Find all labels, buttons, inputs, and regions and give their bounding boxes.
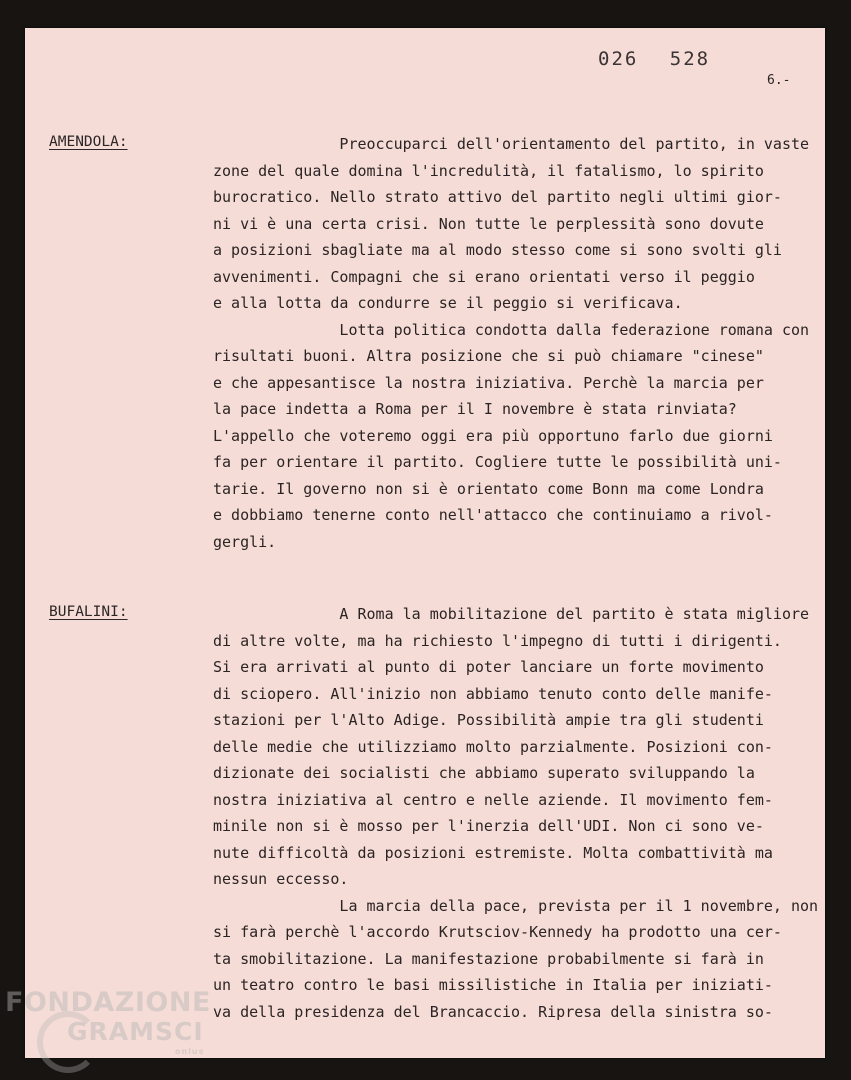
text-line: di sciopero. All'inizio non abbiamo tenuto conto delle manife-: [213, 684, 773, 703]
text-line: ni vi è una certa crisi. Non tutte le perplessità sono dovute: [213, 214, 764, 233]
fondazione-gramsci-watermark: [5, 985, 215, 1077]
text-line: gergli.: [213, 532, 277, 551]
speech-block-amendola: [213, 131, 813, 555]
text-line: La marcia della pace, prevista per il 1 novembre, non: [213, 896, 819, 915]
text-line: minile non si è mosso per l'inerzia dell'UDI. Non ci sono ve-: [213, 817, 764, 835]
text-line: burocratico. Nello strato attivo del partito negli ultimi gior-: [213, 188, 782, 206]
text-line: A Roma la mobilitazione del partito è stata migliore: [213, 605, 810, 623]
text-line: e che appesantisce la nostra iniziativa. Perchè la marcia per: [213, 373, 764, 392]
text-line: la pace indetta a Roma per il I novembre è stata rinviata?: [213, 400, 737, 418]
watermark-line-3: onlus: [175, 1047, 205, 1056]
text-line: dizionate dei socialisti che abbiamo superato sviluppando la: [213, 764, 755, 782]
text-line: va della presidenza del Brancaccio. Ripresa della sinistra so-: [213, 1002, 773, 1021]
text-line: e dobbiamo tenerne conto nell'attacco che continuiamo a rivol-: [213, 506, 773, 524]
text-line: nute difficoltà da posizioni estremiste. Molta combattività ma: [213, 843, 773, 862]
text-line: a posizioni sbagliate ma al modo stesso come si sono svolti gli: [213, 241, 782, 259]
text-line: fa per orientare il partito. Cogliere tutte le possibilità uni-: [213, 453, 782, 471]
text-line: tarie. Il governo non si è orientato come Bonn ma come Londra: [213, 479, 764, 498]
speaker-label-amendola: AMENDOLA:: [49, 134, 128, 150]
text-line: avvenimenti. Compagni che si erano orientati verso il peggio: [213, 267, 755, 286]
text-line: delle medie che utilizziamo molto parzialmente. Posizioni con-: [213, 737, 773, 756]
speaker-label-bufalini: BUFALINI:: [49, 604, 128, 620]
text-line: Preoccuparci dell'orientamento del partito, in vaste: [213, 135, 810, 153]
speech-block-bufalini: [213, 601, 819, 1025]
page-number: 6.-: [767, 73, 791, 88]
text-line: di altre volte, ma ha richiesto l'impegno di tutti i dirigenti.: [213, 631, 782, 650]
text-line: stazioni per l'Alto Adige. Possibilità ampie tra gli studenti: [213, 711, 764, 729]
text-line: Lotta politica condotta dalla federazione romana con: [213, 320, 810, 339]
text-line: nessun eccesso.: [213, 870, 349, 888]
archive-number: 026 528: [598, 48, 711, 70]
text-line: si farà perchè l'accordo Krutsciov-Kennedy ha prodotto una cer-: [213, 923, 782, 941]
document-page: [25, 28, 825, 1058]
text-line: ta smobilitazione. La manifestazione probabilmente si farà in: [213, 949, 764, 968]
text-line: e alla lotta da condurre se il peggio si verificava.: [213, 294, 683, 312]
text-line: zone del quale domina l'incredulità, il fatalismo, lo spirito: [213, 161, 764, 180]
text-line: nostra iniziativa al centro e nelle aziende. Il movimento fem-: [213, 790, 773, 809]
watermark-line-1: FONDAZIONE: [5, 987, 211, 1018]
text-line: un teatro contro le basi missilistiche in Italia per iniziati-: [213, 976, 773, 994]
text-line: Si era arrivati al punto di poter lanciare un forte movimento: [213, 658, 764, 676]
text-line: risultati buoni. Altra posizione che si può chiamare "cinese": [213, 347, 764, 365]
watermark-line-2: GRAMSCI: [67, 1017, 204, 1046]
text-line: L'appello che voteremo oggi era più opportuno farlo due giorni: [213, 426, 773, 445]
